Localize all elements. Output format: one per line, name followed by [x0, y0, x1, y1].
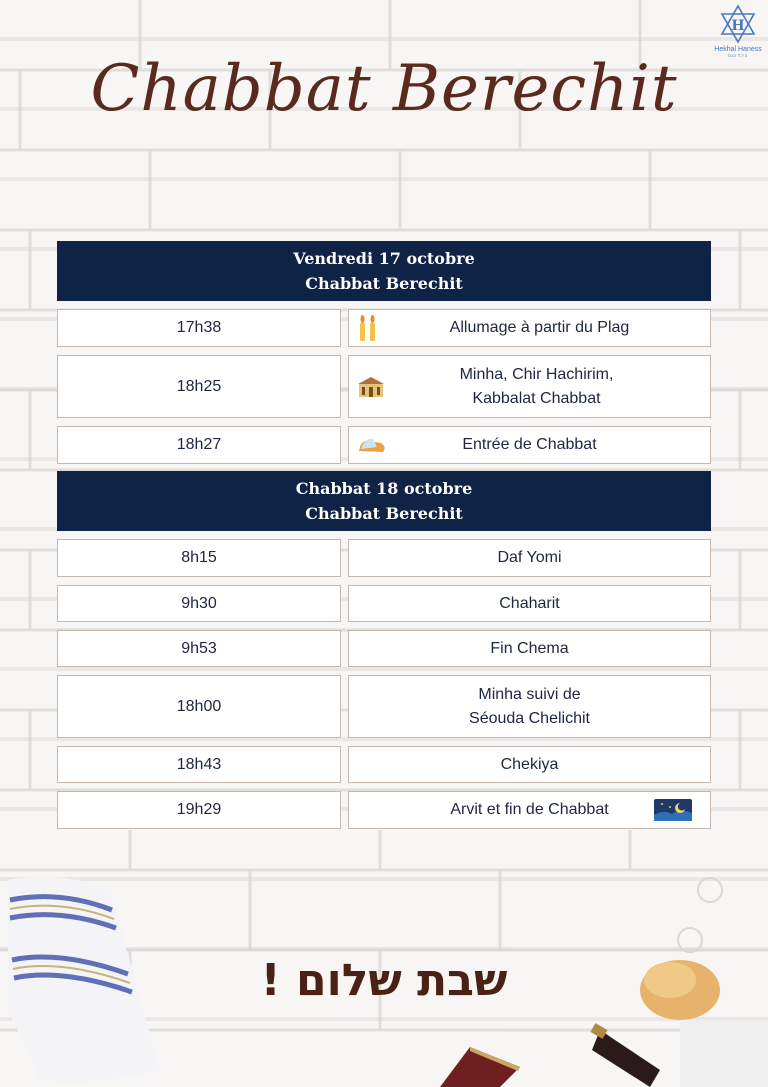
time-cell: 18h25	[57, 355, 341, 418]
table-row	[57, 539, 711, 577]
page-title: Chabbat Berechit	[90, 52, 678, 126]
table-row	[57, 791, 711, 829]
shabbat-shalom-greeting: שבת שלום !	[260, 955, 508, 1006]
section-header-date: Vendredi 17 octobre	[293, 249, 475, 268]
event-label: Arvit et fin de Chabbat	[450, 801, 609, 818]
time-cell: 18h43	[57, 746, 341, 783]
table-row	[57, 746, 711, 783]
section-header-friday	[57, 241, 711, 301]
star-of-david-logo-icon	[718, 4, 758, 44]
event-cell	[348, 791, 711, 829]
event-label-line1: Minha suivi de	[478, 685, 581, 703]
logo-subtitle: היכל הנס	[728, 53, 748, 58]
time-cell: 8h15	[57, 539, 341, 577]
event-label: Entrée de Chabbat	[462, 436, 597, 453]
table-row	[57, 309, 711, 347]
table-row	[57, 355, 711, 418]
section-header-parasha: Chabbat Berechit	[305, 504, 463, 523]
section-header-parasha: Chabbat Berechit	[305, 274, 463, 293]
time-cell: 18h27	[57, 426, 341, 464]
challah-icon	[357, 435, 387, 455]
event-label-line1: Minha, Chir Hachirim,	[459, 365, 614, 383]
time-cell: 17h38	[57, 309, 341, 347]
time-cell: 19h29	[57, 791, 341, 829]
table-row	[57, 675, 711, 738]
event-label-line2: Séouda Chelichit	[469, 709, 590, 727]
prayer-book-icon	[430, 1037, 520, 1087]
event-cell: Fin Chema	[348, 630, 711, 667]
time-cell: 18h00	[57, 675, 341, 738]
time-cell: 9h53	[57, 630, 341, 667]
schedule	[57, 241, 711, 829]
section-header-saturday	[57, 471, 711, 531]
table-row	[57, 426, 711, 464]
night-sky-icon	[654, 799, 692, 821]
event-cell: Chekiya	[348, 746, 711, 783]
logo-name: Hekhal Haness	[714, 46, 762, 53]
synagogue-icon	[357, 376, 385, 398]
event-label-line2: Kabbalat Chabbat	[472, 389, 601, 407]
table-row	[57, 585, 711, 622]
event-cell	[348, 426, 711, 464]
svg-text:H: H	[731, 18, 745, 34]
table-row	[57, 630, 711, 667]
event-cell	[348, 355, 711, 418]
event-label: Allumage à partir du Plag	[449, 319, 630, 336]
event-cell: Chaharit	[348, 585, 711, 622]
event-cell	[348, 675, 711, 738]
candles-icon	[357, 314, 379, 342]
section-header-date: Chabbat 18 octobre	[295, 479, 473, 498]
time-cell: 9h30	[57, 585, 341, 622]
event-cell	[348, 309, 711, 347]
event-cell: Daf Yomi	[348, 539, 711, 577]
